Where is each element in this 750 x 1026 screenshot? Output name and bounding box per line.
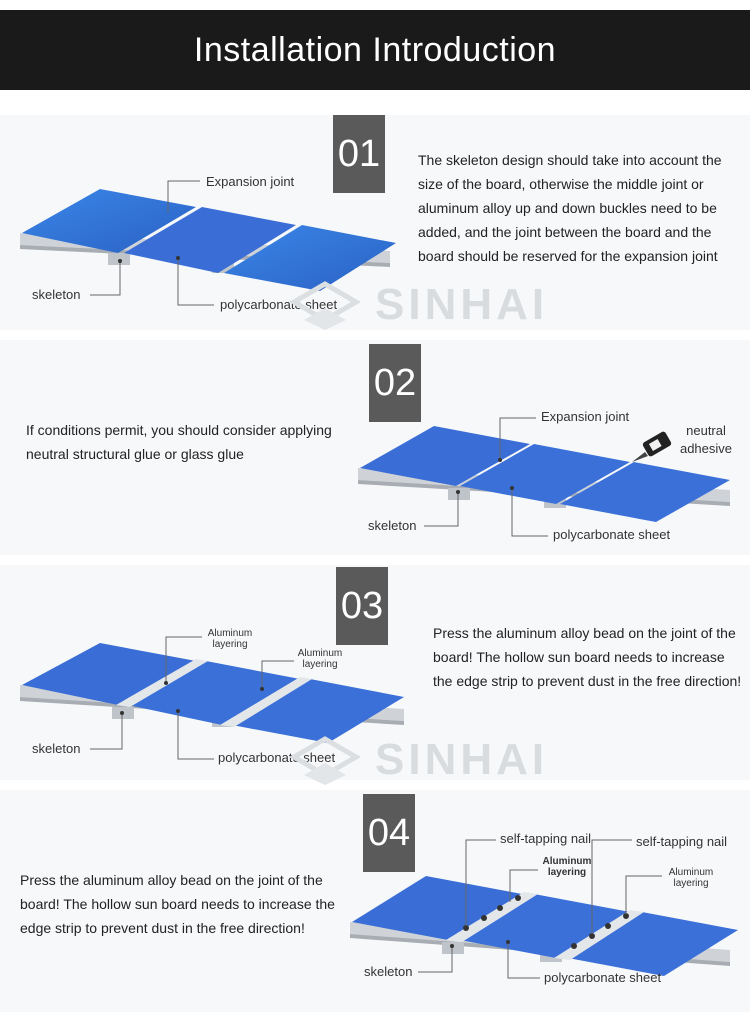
aluminum-label: Aluminum layering (297, 648, 343, 670)
skeleton-post (108, 253, 130, 265)
expansion-joint-label: Expansion joint (541, 409, 630, 424)
step-4-number: 04 (363, 794, 415, 872)
sheet-label: polycarbonate sheet (544, 970, 662, 985)
aluminum-label: Aluminum layering (668, 867, 714, 889)
sheet-label: polycarbonate sheet (220, 297, 338, 312)
skeleton-label: skeleton (364, 964, 413, 979)
step-2-panel (0, 340, 750, 555)
expansion-joint-label: Expansion joint (206, 174, 295, 189)
skeleton-label: skeleton (368, 518, 417, 533)
nail-label: self-tapping nail (500, 831, 592, 846)
page-title: Installation Introduction (193, 30, 557, 69)
step-2-description: If conditions permit, you should consider applying neutral structural glue or glass glue (26, 422, 332, 462)
sinhai-logo-icon (290, 735, 360, 785)
sheet-label: polycarbonate sheet (218, 750, 336, 765)
step-3-description: Press the aluminum alloy bead on the joint of the board! The hollow sun board needs to increase the edge strip to prevent dust in the free direction! (433, 625, 742, 689)
skeleton-post (448, 488, 470, 500)
page-header (0, 10, 750, 90)
step-2-number: 02 (369, 344, 421, 422)
skeleton-label: skeleton (32, 287, 81, 302)
aluminum-label: Aluminum layering (542, 856, 592, 878)
step-4-description: Press the aluminum alloy bead on the joint of the board! The hollow sun board needs to increase the edge strip to prevent dust in the free direction! (20, 872, 335, 936)
nail-label: self-tapping nail (636, 834, 728, 849)
sheet-label: polycarbonate sheet (553, 527, 671, 542)
step-1-description: The skeleton design should take into account the size of the board, otherwise the middle joint or aluminum alloy up and down buckles need to be added, and the joint between the board and the board should be reserved for the expansion joint (418, 152, 722, 264)
glue-gun-icon (632, 431, 672, 462)
step-1-panel (0, 115, 750, 330)
step-4-panel (0, 790, 750, 1012)
adhesive-label: neutral adhesive (679, 423, 733, 456)
skeleton-post (442, 942, 464, 954)
watermark-text: SINHAI (375, 735, 549, 784)
skeleton-label: skeleton (32, 741, 81, 756)
step-1-number: 01 (333, 115, 385, 193)
step-3-number: 03 (336, 567, 388, 645)
aluminum-label: Aluminum layering (207, 628, 253, 650)
watermark-text: SINHAI (375, 280, 549, 329)
step-3-panel (0, 565, 750, 784)
sinhai-logo-icon (290, 280, 360, 330)
